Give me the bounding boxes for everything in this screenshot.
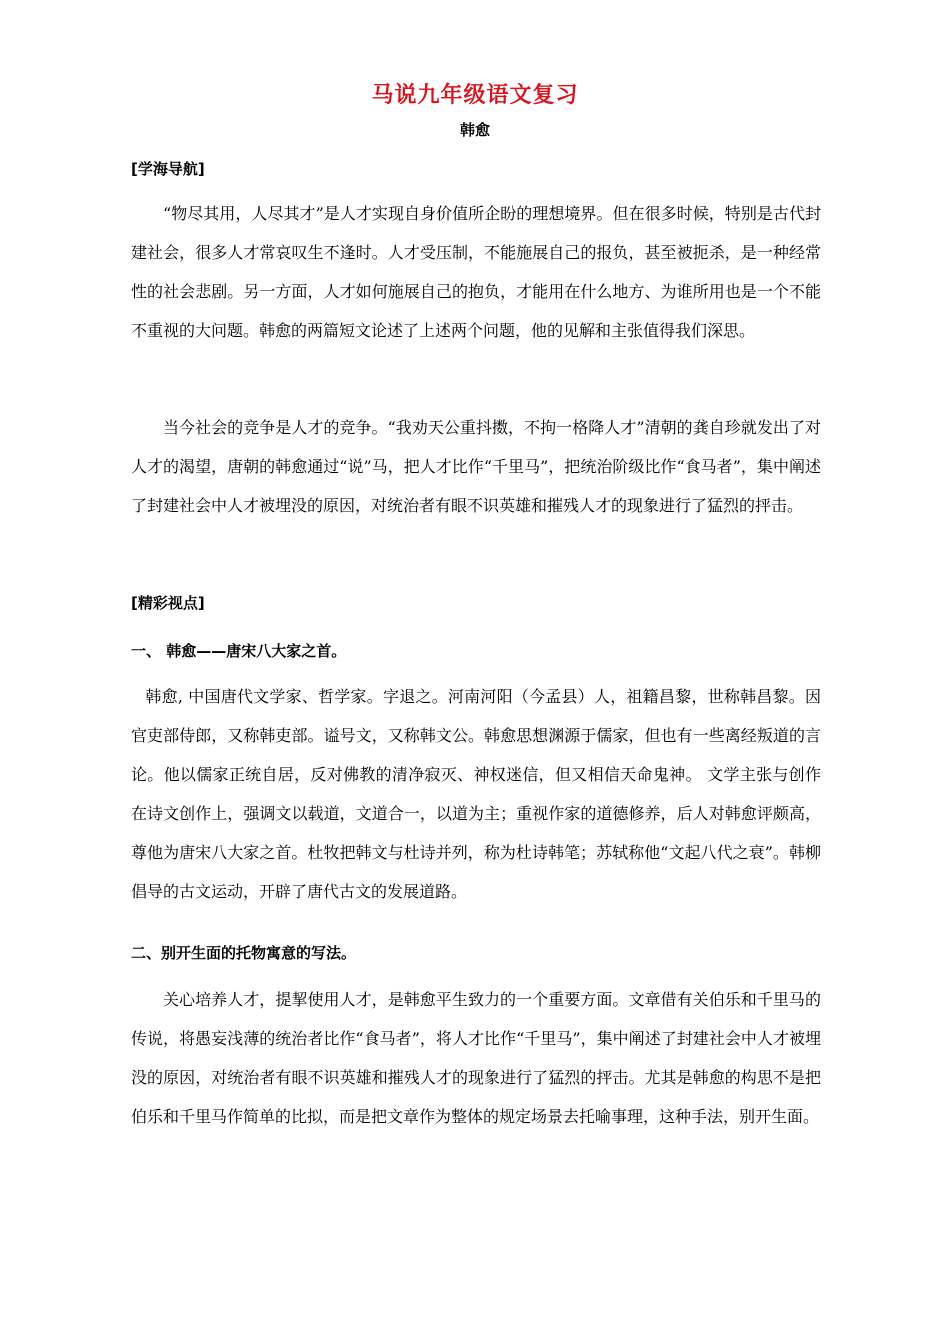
point-1-paragraph: 韩愈, 中国唐代文学家、哲学家。字退之。河南河阳（今孟县）人，祖籍昌黎，世称韩昌黎。因官吏部侍郎，又称韩吏部。谥号文，又称韩文公。韩愈思想渊源于儒家，但也有一些离经叛道的言论。他以儒家正统自居，反对佛教的清净寂灭、神权迷信，但又相信天命鬼神。 文学主张与创作 在诗文创作上，强调文以载道，文道合一，以道为主；重视作家的道德修养，后人对韩愈评颇高，尊他为唐宋八大家之首。杜牧把韩文与杜诗并列，称为杜诗韩笔；苏轼称他“文起八代之衰”。韩柳倡导的古文运动，开辟了唐代古文的发展道路。 [131,687,838,901]
point-1-heading: 一、 韩愈——唐宋八大家之首。 [131,642,347,660]
point-2-heading: 二、别开生面的托物寓意的写法。 [131,944,357,962]
section-heading-highlights: [精彩视点] [131,594,205,612]
guide-paragraph-2: 当今社会的竞争是人才的竞争。“我劝天公重抖擞，不拘一格降人才”清朝的龚自珍就发出了对人才的渴望，唐朝的韩愈通过“说”马，把人才比作“千里马”，把统治阶级比作“食马者”，集中阐述了封建社会中人才被埋没的原因，对统治者有眼不识英雄和摧残人才的现象进行了猛烈的抨击。 [131,418,821,515]
section-heading-guide: [学海导航] [131,160,205,178]
author-name: 韩愈 [459,121,490,139]
guide-paragraph-1: “物尽其用，人尽其才”是人才实现自身价值所企盼的理想境界。但在很多时候，特别是古代封建社会，很多人才常哀叹生不逢时。人才受压制，不能施展自己的报负，甚至被扼杀，是一种经常性的社会悲剧。另一方面，人才如何施展自己的抱负，才能用在什么地方、为谁所用也是一个不能不重视的大问题。韩愈的两篇短文论述了上述两个问题，他的见解和主张值得我们深思。 [131,204,821,340]
point-2-paragraph: 关心培养人才，提挈使用人才，是韩愈平生致力的一个重要方面。文章借有关伯乐和千里马的传说，将愚妄浅薄的统治者比作“食马者”，将人才比作“千里马”，集中阐述了封建社会中人才被埋没的原因，对统治者有眼不识英雄和摧残人才的现象进行了猛烈的抨击。尤其是韩愈的构思不是把伯乐和千里马作简单的比拟，而是把文章作为整体的规定场景去托喻事理，这种手法，别开生面。 [131,990,821,1126]
document-title: 马说九年级语文复习 [371,83,579,108]
